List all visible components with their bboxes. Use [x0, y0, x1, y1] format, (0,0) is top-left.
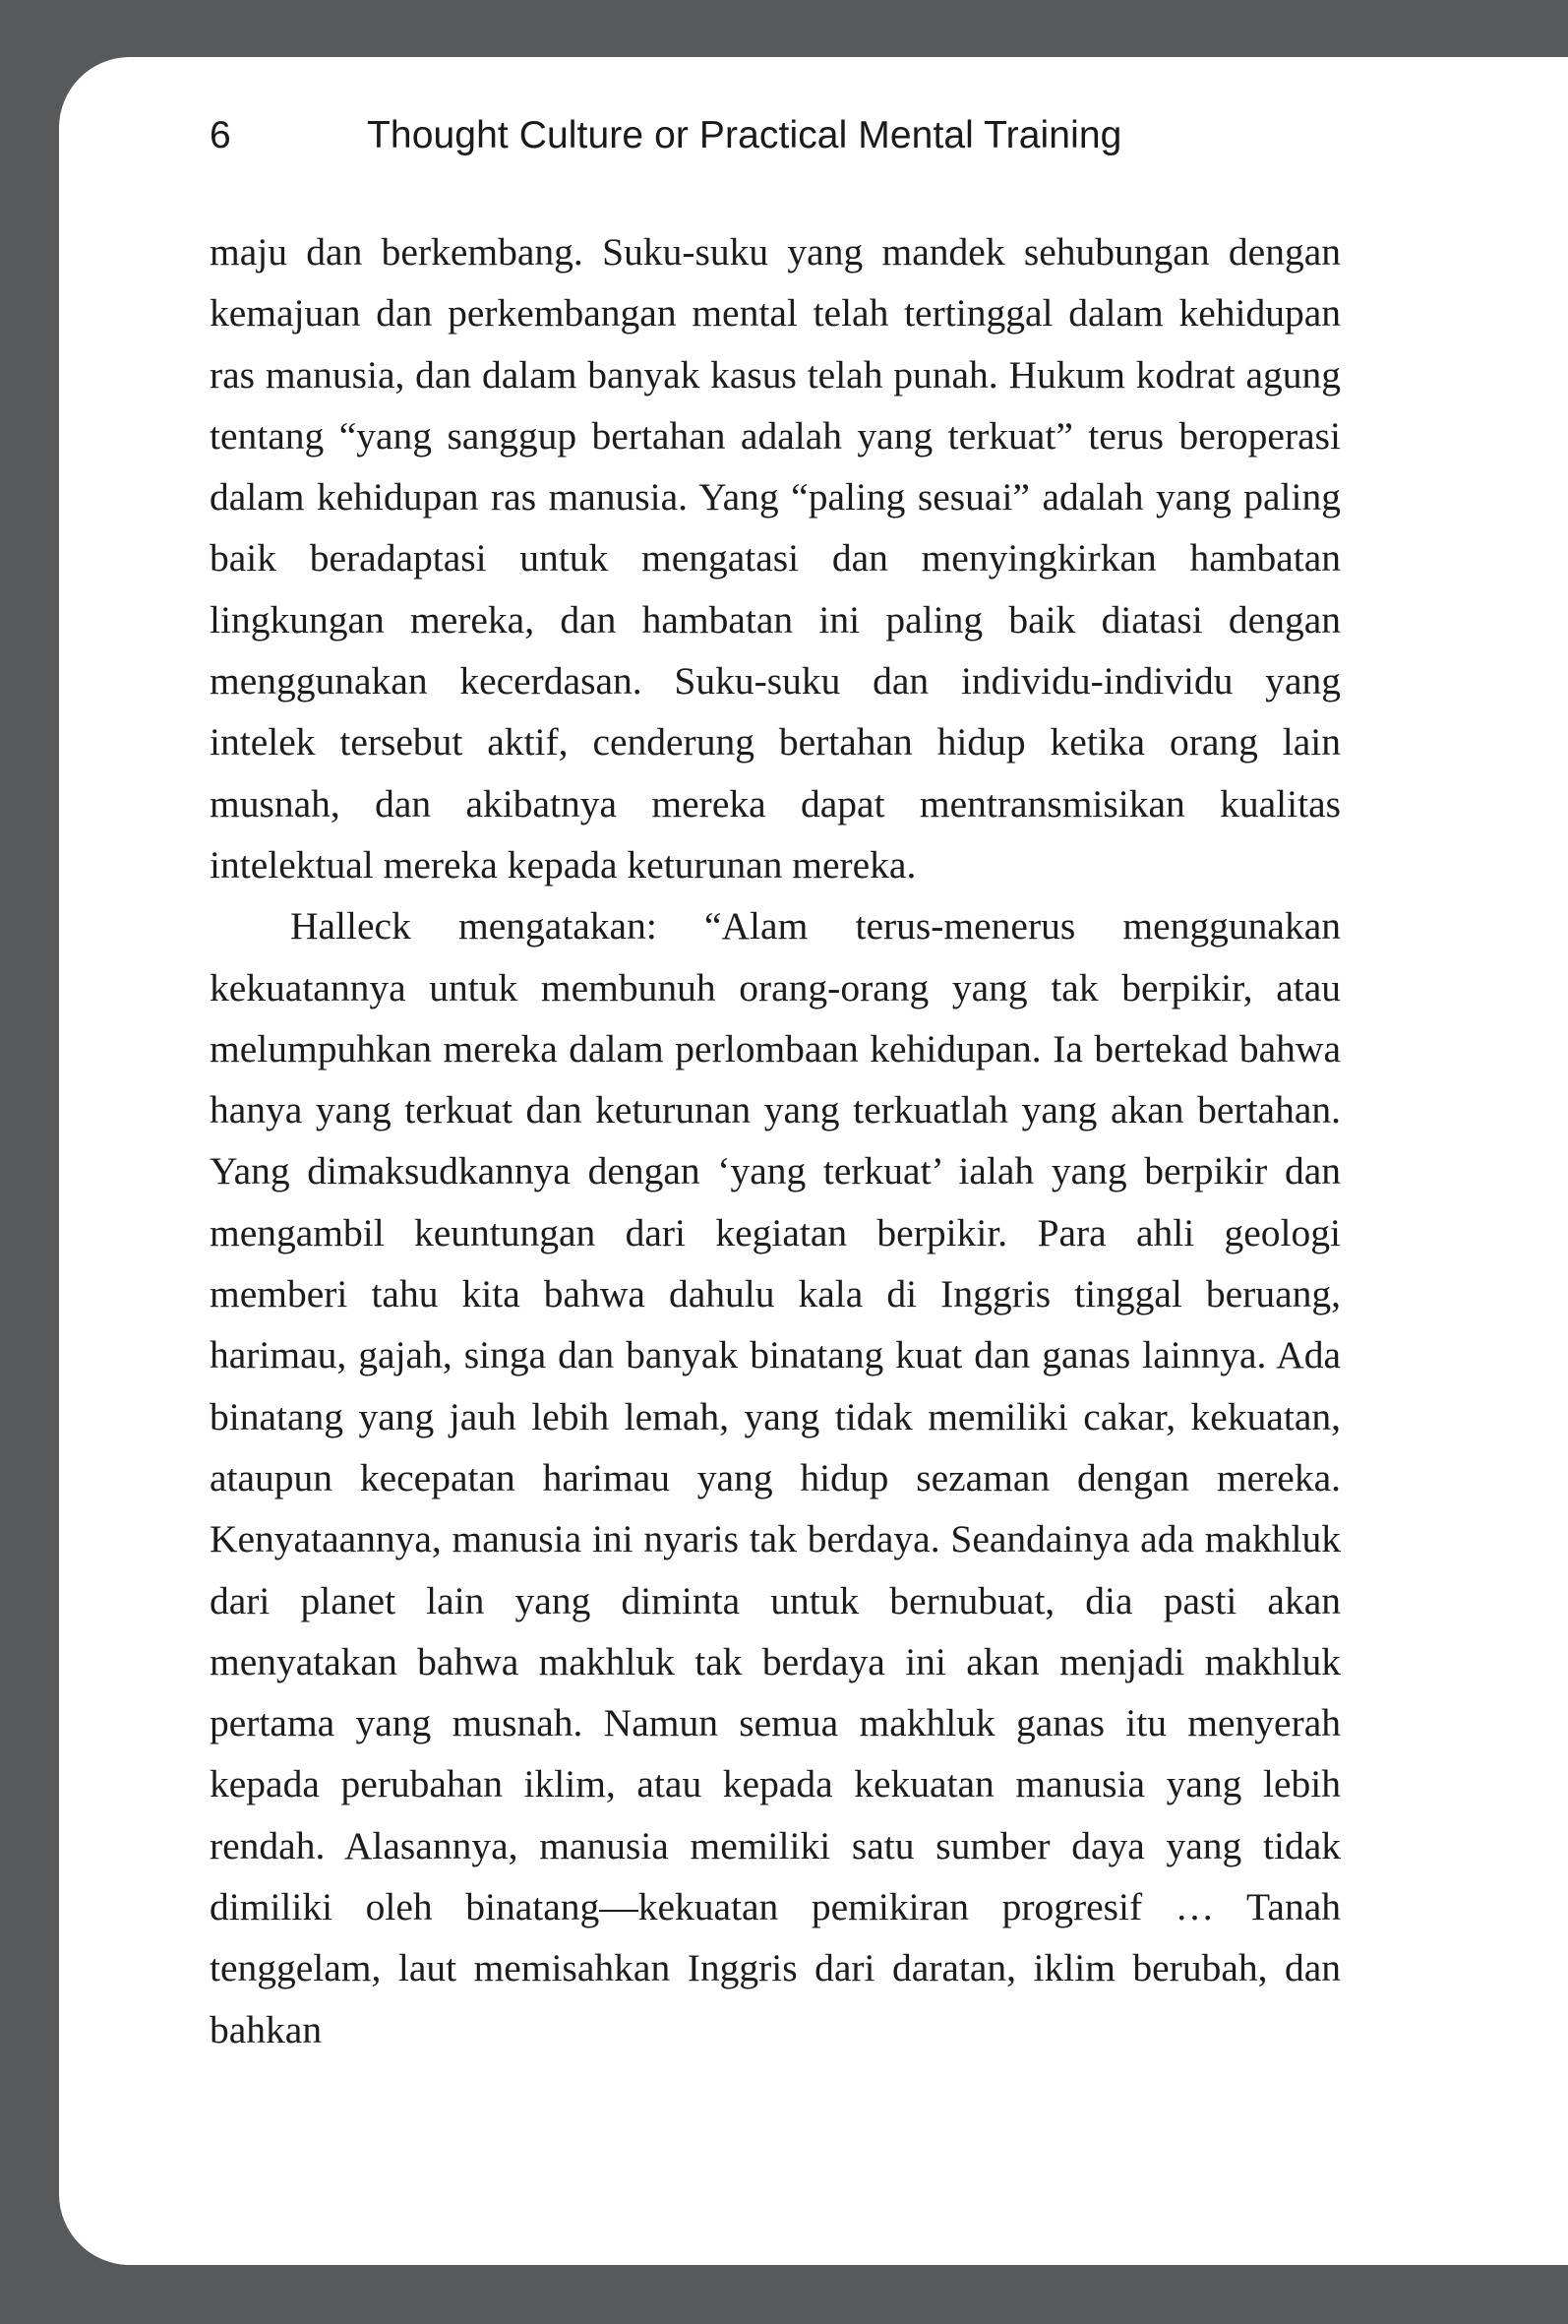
running-header	[210, 108, 1121, 163]
book-title: Thought Culture or Practical Mental Training	[367, 114, 1122, 156]
body-text	[210, 221, 1341, 2060]
paragraph: Halleck mengatakan: “Alam terus-menerus menggunakan kekuatannya untuk membunuh orang-orang yang tak berpikir, atau melumpuhkan mereka dalam perlombaan kehidupan. Ia bertekad bahwa hanya yang terkuat dan keturunan yang terkuatlah yang akan bertahan. Yang dimaksudkannya dengan ‘yang terkuat’ ialah yang berpikir dan mengambil keuntungan dari kegiatan berpikir. Para ahli geologi memberi tahu kita bahwa dahulu kala di Inggris tinggal beruang, harimau, gajah, singa dan banyak binatang kuat dan ganas lainnya. Ada binatang yang jauh lebih lemah, yang tidak memiliki cakar, kekuatan, ataupun kecepatan harimau yang hidup sezaman dengan mereka. Kenyataannya, manusia ini nyaris tak berdaya. Seandainya ada makhluk dari planet lain yang diminta untuk bernubuat, dia pasti akan menyatakan bahwa makhluk tak berdaya ini akan menjadi makhluk pertama yang musnah. Namun semua makhluk ganas itu menyerah kepada perubahan iklim, atau kepada kekuatan manusia yang lebih rendah. Alasannya, manusia memiliki satu sumber daya yang tidak dimiliki oleh binatang—kekuatan pemikiran progresif … Tanah tenggelam, laut memisahkan Inggris dari daratan, iklim berubah, dan bahkan	[210, 904, 1341, 2051]
paragraph: maju dan berkembang. Suku-suku yang mandek sehubungan dengan kemajuan dan perkembangan mental telah tertinggal dalam kehidupan ras manusia, dan dalam banyak kasus telah punah. Hukum kodrat agung tentang “yang sanggup bertahan adalah yang terkuat” terus beroperasi dalam kehidupan ras manusia. Yang “paling sesuai” adalah yang paling baik beradaptasi untuk mengatasi dan menyingkirkan hambatan lingkungan mereka, dan hambatan ini paling baik diatasi dengan menggunakan kecerdasan. Suku-suku dan individu-individu yang intelek tersebut aktif, cenderung bertahan hidup ketika orang lain musnah, dan akibatnya mereka dapat mentransmisikan kualitas intelektual mereka kepada keturunan mereka.	[210, 230, 1341, 887]
page-number: 6	[210, 114, 231, 156]
